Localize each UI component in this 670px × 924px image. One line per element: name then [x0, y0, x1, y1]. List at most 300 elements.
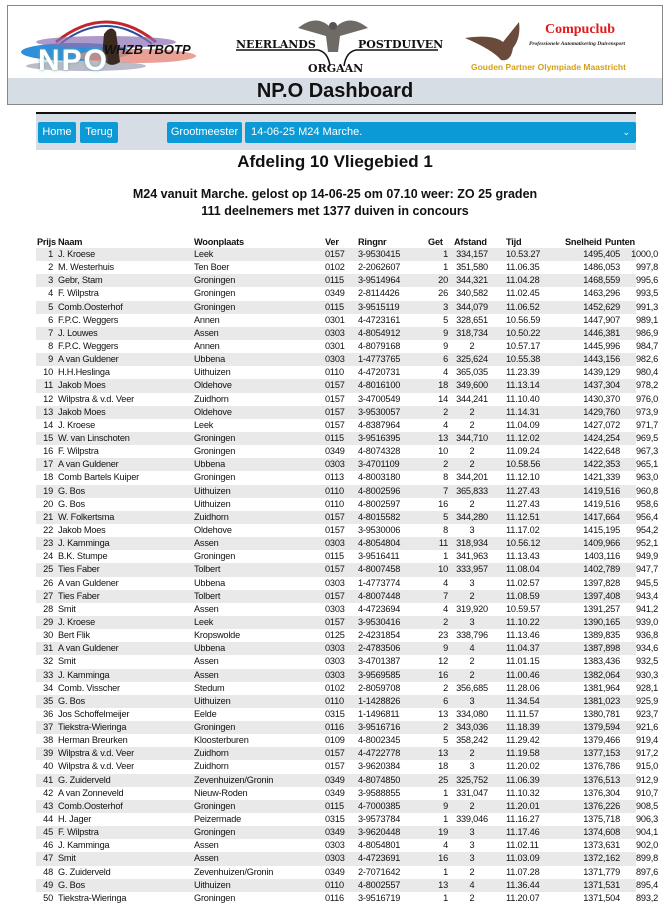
cell-punten: 969,5: [636, 432, 658, 443]
compuclub-subtitle: Professionele Automatisering Duivensport: [529, 41, 626, 47]
cell-woonplaats: Kloosterburen: [194, 735, 249, 746]
cell-ringnr: 4-8002345: [358, 735, 401, 746]
cell-tijd: 11.19.58: [506, 748, 540, 759]
cell-afstand: 2: [469, 459, 475, 470]
cell-prijs: 35: [43, 695, 53, 706]
cell-punten: 917,2: [636, 748, 658, 759]
cell-snelheid: 1417,664: [583, 511, 620, 522]
cell-ver: 0157: [325, 761, 345, 772]
cell-tijd: 11.06.35: [506, 262, 540, 273]
cell-punten: 967,3: [636, 446, 658, 457]
cell-get: 18: [438, 761, 448, 772]
table-row: [36, 642, 658, 655]
cell-afstand: 333,957: [456, 564, 488, 575]
cell-tijd: 10.58.56: [506, 459, 541, 470]
cell-tijd: 10.56.12: [506, 538, 541, 549]
cell-woonplaats: Ten Boer: [194, 262, 230, 273]
cell-prijs: 21: [43, 511, 53, 522]
cell-snelheid: 1452,629: [583, 301, 620, 312]
cell-get: 1: [443, 787, 448, 798]
cell-punten: 991,3: [636, 301, 658, 312]
cell-woonplaats: Zuidhorn: [194, 761, 229, 772]
cell-woonplaats: Groningen: [194, 301, 236, 312]
cell-get: 6: [443, 695, 448, 706]
cell-tijd: 11.02.45: [506, 288, 540, 299]
cell-snelheid: 1374,608: [583, 827, 620, 838]
cell-punten: 912,9: [636, 774, 658, 785]
cell-get: 1: [443, 262, 448, 273]
cell-naam: H. Jager: [58, 814, 92, 825]
cell-prijs: 38: [43, 735, 53, 746]
cell-naam: F. Wilpstra: [58, 288, 99, 299]
cell-ver: 0157: [325, 524, 345, 535]
cell-tijd: 11.17.02: [506, 524, 540, 535]
cell-ver: 0115: [325, 432, 344, 443]
cell-get: 4: [443, 840, 448, 851]
cell-snelheid: 1375,718: [583, 814, 620, 825]
npo-logo: [16, 12, 206, 77]
cell-ver: 0349: [325, 866, 345, 877]
cell-prijs: 25: [43, 564, 53, 575]
cell-ver: 0349: [325, 774, 345, 785]
cell-tijd: 11.03.09: [506, 853, 540, 864]
cell-punten: 915,0: [636, 761, 658, 772]
cell-naam: Gebr, Stam: [58, 275, 103, 286]
cell-ringnr: 1-1428826: [358, 695, 401, 706]
cell-afstand: 325,752: [456, 774, 488, 785]
cell-naam: Tiekstra-Wieringa: [58, 722, 127, 733]
cell-tijd: 11.09.24: [506, 446, 540, 457]
cell-snelheid: 1373,631: [583, 840, 620, 851]
cell-get: 6: [443, 354, 448, 365]
cell-get: 7: [443, 485, 448, 496]
cell-prijs: 18: [43, 472, 53, 483]
table-row: [36, 458, 658, 471]
cell-snelheid: 1371,779: [583, 866, 620, 877]
race-select-value: 14-06-25 M24 Marche.: [251, 126, 363, 138]
cell-ver: 0315: [325, 814, 345, 825]
cell-ringnr: 4-8074328: [358, 446, 401, 457]
table-row: [36, 892, 658, 905]
cell-naam: Wilpstra & v.d. Veer: [58, 761, 134, 772]
cell-ringnr: 3-4701109: [358, 459, 400, 470]
table-row: [36, 261, 658, 274]
cell-woonplaats: Ubbena: [194, 577, 225, 588]
table-row: [36, 366, 658, 379]
cell-woonplaats: Nieuw-Roden: [194, 787, 248, 798]
cell-woonplaats: Groningen: [194, 472, 236, 483]
cell-ver: 0157: [325, 419, 345, 430]
cell-tijd: 11.13.14: [506, 380, 540, 391]
cell-punten: 980,4: [636, 367, 658, 378]
cell-snelheid: 1377,153: [583, 748, 620, 759]
cell-ver: 0301: [325, 340, 345, 351]
cell-punten: 945,5: [636, 577, 658, 588]
cell-ringnr: 4-8002557: [358, 879, 401, 890]
cell-ringnr: 4-8015582: [358, 511, 401, 522]
cell-prijs: 12: [43, 393, 53, 404]
cell-snelheid: 1486,053: [583, 262, 620, 273]
cell-ver: 0349: [325, 446, 345, 457]
cell-tijd: 11.14.31: [506, 406, 540, 417]
grootmeester-button[interactable]: Grootmeester: [167, 122, 242, 143]
cell-afstand: 338,796: [456, 630, 488, 641]
table-row: [36, 340, 658, 353]
cell-snelheid: 1409,966: [583, 538, 620, 549]
cell-snelheid: 1376,513: [583, 774, 620, 785]
cell-prijs: 34: [43, 682, 53, 693]
cell-ringnr: 4-8007448: [358, 590, 401, 601]
table-row: [36, 800, 658, 813]
table-row: [36, 314, 658, 327]
cell-prijs: 24: [43, 551, 53, 562]
back-button[interactable]: Terug: [80, 122, 118, 143]
table-row: [36, 445, 658, 458]
cell-snelheid: 1447,907: [583, 314, 620, 325]
cell-ver: 0303: [325, 643, 345, 654]
cell-prijs: 16: [43, 446, 53, 457]
cell-prijs: 30: [43, 630, 53, 641]
header-tijd[interactable]: Tijd: [506, 237, 522, 247]
cell-snelheid: 1445,996: [583, 340, 620, 351]
cell-ringnr: 1-1496811: [358, 708, 400, 719]
cell-ringnr: 4-4723691: [358, 853, 401, 864]
cell-woonplaats: Groningen: [194, 275, 236, 286]
table-row: [36, 511, 658, 524]
cell-woonplaats: Kropswolde: [194, 630, 241, 641]
cell-ringnr: 3-9530057: [358, 406, 401, 417]
cell-naam: Smit: [58, 656, 76, 667]
cell-tijd: 11.12.02: [506, 432, 540, 443]
cell-woonplaats: Uithuizen: [194, 695, 231, 706]
cell-ringnr: 4-8016100: [358, 380, 401, 391]
cell-afstand: 344,079: [456, 301, 488, 312]
cell-ver: 0303: [325, 459, 345, 470]
cell-punten: 928,1: [636, 682, 658, 693]
cell-ringnr: 4-4723694: [358, 603, 401, 614]
cell-snelheid: 1387,898: [583, 643, 620, 654]
cell-get: 13: [438, 432, 448, 443]
cell-get: 16: [438, 498, 448, 509]
cell-get: 4: [443, 367, 448, 378]
cell-tijd: 11.18.39: [506, 722, 540, 733]
cell-ringnr: 3-4701387: [358, 656, 401, 667]
table-row: [36, 327, 658, 340]
cell-naam: F.P.C. Weggers: [58, 340, 119, 351]
cell-ver: 0113: [325, 472, 344, 483]
cell-naam: A van Guldener: [58, 459, 119, 470]
cell-woonplaats: Assen: [194, 669, 219, 680]
cell-ringnr: 1-4773774: [358, 577, 401, 588]
cell-punten: 906,3: [636, 814, 658, 825]
table-row: [36, 393, 658, 406]
table-row: [36, 301, 658, 314]
cell-get: 13: [438, 879, 448, 890]
table-row: [36, 655, 658, 668]
cell-get: 19: [438, 827, 448, 838]
cell-ver: 0125: [325, 630, 345, 641]
header-ringnr[interactable]: Ringnr: [358, 237, 387, 247]
table-row: [36, 866, 658, 879]
cell-afstand: 365,035: [456, 367, 488, 378]
cell-prijs: 17: [43, 459, 53, 470]
cell-tijd: 11.06.39: [506, 774, 540, 785]
cell-snelheid: 1397,408: [583, 590, 620, 601]
cell-naam: Tiekstra-Wieringa: [58, 892, 127, 903]
header-punten[interactable]: Punten: [605, 237, 635, 247]
cell-naam: Bert Flik: [58, 630, 90, 641]
cell-tijd: 11.34.54: [506, 695, 540, 706]
cell-woonplaats: Assen: [194, 853, 219, 864]
cell-snelheid: 1419,516: [583, 485, 620, 496]
cell-afstand: 339,046: [456, 814, 488, 825]
cell-get: 2: [443, 682, 448, 693]
table-row: [36, 248, 658, 261]
cell-prijs: 5: [48, 301, 53, 312]
cell-ver: 0157: [325, 616, 345, 627]
cell-naam: A van Guldener: [58, 354, 119, 365]
cell-ver: 0110: [325, 879, 344, 890]
cell-snelheid: 1372,162: [583, 853, 620, 864]
cell-tijd: 11.02.11: [506, 840, 539, 851]
cell-ringnr: 4-4722778: [358, 748, 401, 759]
header-get[interactable]: Get: [428, 237, 443, 247]
cell-tijd: 11.01.15: [506, 656, 540, 667]
cell-tijd: 11.12.51: [506, 511, 540, 522]
cell-woonplaats: Uithuizen: [194, 879, 231, 890]
cell-afstand: 344,321: [456, 275, 488, 286]
cell-get: 2: [443, 616, 448, 627]
cell-prijs: 31: [43, 643, 53, 654]
cell-woonplaats: Leek: [194, 419, 214, 430]
race-info: M24 vanuit Marche. gelost op 14-06-25 om 07.10 weer: ZO 25 graden: [132, 187, 538, 201]
cell-woonplaats: Stedum: [194, 682, 225, 693]
cell-ringnr: 2-4783506: [358, 643, 401, 654]
table-row: [36, 695, 658, 708]
cell-afstand: 2: [469, 406, 475, 417]
cell-snelheid: 1437,304: [583, 380, 620, 391]
cell-afstand: 318,934: [456, 538, 488, 549]
cell-punten: 963,0: [636, 472, 658, 483]
cell-punten: 965,1: [636, 459, 658, 470]
table-row: [36, 524, 658, 537]
cell-ringnr: 3-9569585: [358, 669, 401, 680]
cell-tijd: 11.28.06: [506, 682, 540, 693]
cell-tijd: 11.02.57: [506, 577, 540, 588]
cell-ver: 0157: [325, 406, 345, 417]
cell-prijs: 20: [43, 498, 53, 509]
cell-naam: W. Folkertsma: [58, 511, 115, 522]
cell-woonplaats: Uithuizen: [194, 367, 231, 378]
cell-woonplaats: Zevenhuizen/Gronin: [194, 774, 274, 785]
cell-get: 5: [443, 511, 448, 522]
table-row: [36, 734, 658, 747]
cell-afstand: 3: [469, 695, 475, 706]
cell-tijd: 11.20.01: [506, 800, 540, 811]
cell-snelheid: 1402,789: [583, 564, 620, 575]
cell-afstand: 340,582: [456, 288, 488, 299]
cell-get: 8: [443, 524, 448, 535]
cell-snelheid: 1429,760: [583, 406, 620, 417]
cell-naam: G. Bos: [58, 695, 85, 706]
cell-naam: J. Kroese: [58, 616, 96, 627]
cell-get: 13: [438, 708, 448, 719]
cell-tijd: 10.56.59: [506, 314, 541, 325]
cell-ver: 0115: [325, 301, 344, 312]
cell-afstand: 325,624: [456, 354, 488, 365]
cell-ringnr: 4-7000385: [358, 800, 401, 811]
cell-ringnr: 3-4700549: [358, 393, 401, 404]
cell-ringnr: 4-8007458: [358, 564, 401, 575]
cell-tijd: 11.23.39: [506, 367, 540, 378]
cell-afstand: 3: [469, 840, 475, 851]
cell-punten: 904,1: [636, 827, 658, 838]
cell-get: 10: [438, 446, 448, 457]
table-row: [36, 852, 658, 865]
cell-ringnr: 3-9530415: [358, 249, 401, 259]
cell-ringnr: 3-9515119: [358, 301, 400, 312]
cell-tijd: 11.13.43: [506, 551, 540, 562]
cell-naam: Ties Faber: [58, 564, 100, 575]
cell-tijd: 11.04.37: [506, 643, 540, 654]
cell-ver: 0349: [325, 787, 345, 798]
cell-prijs: 15: [43, 432, 53, 443]
cell-woonplaats: Tolbert: [194, 564, 221, 575]
cell-naam: Wilpstra & v.d. Veer: [58, 393, 134, 404]
npo-logo-text: NPO: [38, 44, 110, 77]
cell-punten: 902,0: [636, 840, 658, 851]
cell-ver: 0157: [325, 511, 345, 522]
cell-ringnr: 2-4231854: [358, 630, 401, 641]
cell-ver: 0157: [325, 564, 345, 575]
cell-naam: J. Kamminga: [58, 669, 110, 680]
header-afstand[interactable]: Afstand: [454, 237, 487, 247]
cell-snelheid: 1419,516: [583, 498, 620, 509]
cell-afstand: 3: [469, 524, 475, 535]
cell-ringnr: 3-9530416: [358, 616, 401, 627]
cell-snelheid: 1468,559: [583, 275, 620, 286]
cell-prijs: 39: [43, 748, 53, 759]
cell-woonplaats: Leek: [194, 616, 214, 627]
cell-prijs: 49: [43, 879, 53, 890]
cell-snelheid: 1382,064: [583, 669, 620, 680]
logo-word-neerlands: NEERLANDS: [236, 38, 316, 51]
cell-punten: 960,8: [636, 485, 658, 496]
cell-ringnr: 3-9514964: [358, 275, 401, 286]
cell-naam: G. Bos: [58, 879, 85, 890]
cell-get: 4: [443, 603, 448, 614]
header-snelheid[interactable]: Snelheid: [565, 237, 602, 247]
cell-tijd: 11.20.07: [506, 892, 540, 903]
cell-afstand: 318,734: [456, 327, 488, 338]
cell-get: 1: [443, 866, 448, 877]
cell-punten: 939,0: [636, 616, 658, 627]
header-ver[interactable]: Ver: [325, 237, 339, 247]
cell-afstand: 341,963: [456, 551, 488, 562]
cell-ver: 0115: [325, 551, 344, 562]
page-title: Afdeling 10 Vliegebied 1: [237, 152, 433, 171]
race-select[interactable]: [245, 122, 636, 143]
cell-naam: W. van Linschoten: [58, 432, 130, 443]
cell-ver: 0110: [325, 498, 344, 509]
cell-snelheid: 1463,296: [583, 288, 620, 299]
cell-naam: M. Westerhuis: [58, 262, 114, 273]
table-row: [36, 682, 658, 695]
cell-ringnr: 3-9516716: [358, 722, 401, 733]
cell-woonplaats: Groningen: [194, 446, 236, 457]
cell-punten: 952,1: [636, 538, 658, 549]
cell-afstand: 2: [469, 446, 475, 457]
cell-punten: 932,5: [636, 656, 658, 667]
cell-get: 12: [438, 656, 448, 667]
cell-ringnr: 4-8054804: [358, 538, 401, 549]
cell-punten: 895,4: [636, 879, 658, 890]
cell-naam: Wilpstra & v.d. Veer: [58, 748, 134, 759]
cell-woonplaats: Ubbena: [194, 459, 225, 470]
header-prijs[interactable]: Prijs: [37, 237, 56, 247]
cell-afstand: 2: [469, 656, 475, 667]
cell-prijs: 27: [43, 590, 53, 601]
cell-woonplaats: Zevenhuizen/Gronin: [194, 866, 274, 877]
cell-prijs: 46: [43, 840, 53, 851]
cell-prijs: 9: [48, 354, 53, 365]
cell-woonplaats: Groningen: [194, 827, 236, 838]
cell-punten: 910,7: [636, 787, 658, 798]
cell-naam: G. Zuiderveld: [58, 774, 111, 785]
cell-ringnr: 3-9573784: [358, 814, 401, 825]
cell-afstand: 343,036: [456, 722, 488, 733]
cell-ringnr: 2-8059708: [358, 682, 401, 693]
cell-ringnr: 1-4773765: [358, 354, 401, 365]
home-button[interactable]: Home: [38, 122, 76, 143]
header-naam[interactable]: Naam: [58, 237, 83, 247]
cell-tijd: 11.13.46: [506, 630, 540, 641]
cell-ringnr: 4-8054912: [358, 327, 401, 338]
cell-prijs: 7: [48, 327, 53, 338]
cell-afstand: 2: [469, 419, 475, 430]
cell-ver: 0157: [325, 590, 345, 601]
cell-tijd: 10.59.57: [506, 603, 541, 614]
cell-afstand: 328,651: [456, 314, 488, 325]
table-header: [36, 236, 636, 248]
cell-afstand: 2: [469, 498, 475, 509]
header-woonplaats[interactable]: Woonplaats: [194, 237, 244, 247]
cell-ringnr: 4-8054801: [358, 840, 401, 851]
cell-tijd: 11.10.40: [506, 393, 540, 404]
cell-prijs: 29: [43, 616, 53, 627]
cell-get: 2: [443, 722, 448, 733]
cell-ringnr: 2-8114426: [358, 288, 400, 299]
cell-snelheid: 1381,023: [583, 695, 620, 706]
cell-tijd: 11.36.44: [506, 879, 540, 890]
cell-afstand: 344,710: [456, 432, 488, 443]
cell-naam: A van Guldener: [58, 577, 119, 588]
cell-punten: 899,8: [636, 853, 658, 864]
cell-afstand: 334,080: [456, 708, 488, 719]
cell-ver: 0157: [325, 393, 345, 404]
table-row: [36, 826, 658, 839]
cell-get: 2: [443, 406, 448, 417]
cell-afstand: 2: [469, 800, 475, 811]
cell-snelheid: 1389,835: [583, 630, 620, 641]
cell-get: 14: [438, 393, 448, 404]
table-row: [36, 760, 658, 773]
table-row: [36, 629, 658, 642]
cell-woonplaats: Zuidhorn: [194, 393, 229, 404]
cell-ver: 0303: [325, 656, 345, 667]
logo-word-orgaan: ORGAAN: [308, 62, 364, 75]
nav-bar: [36, 112, 636, 150]
